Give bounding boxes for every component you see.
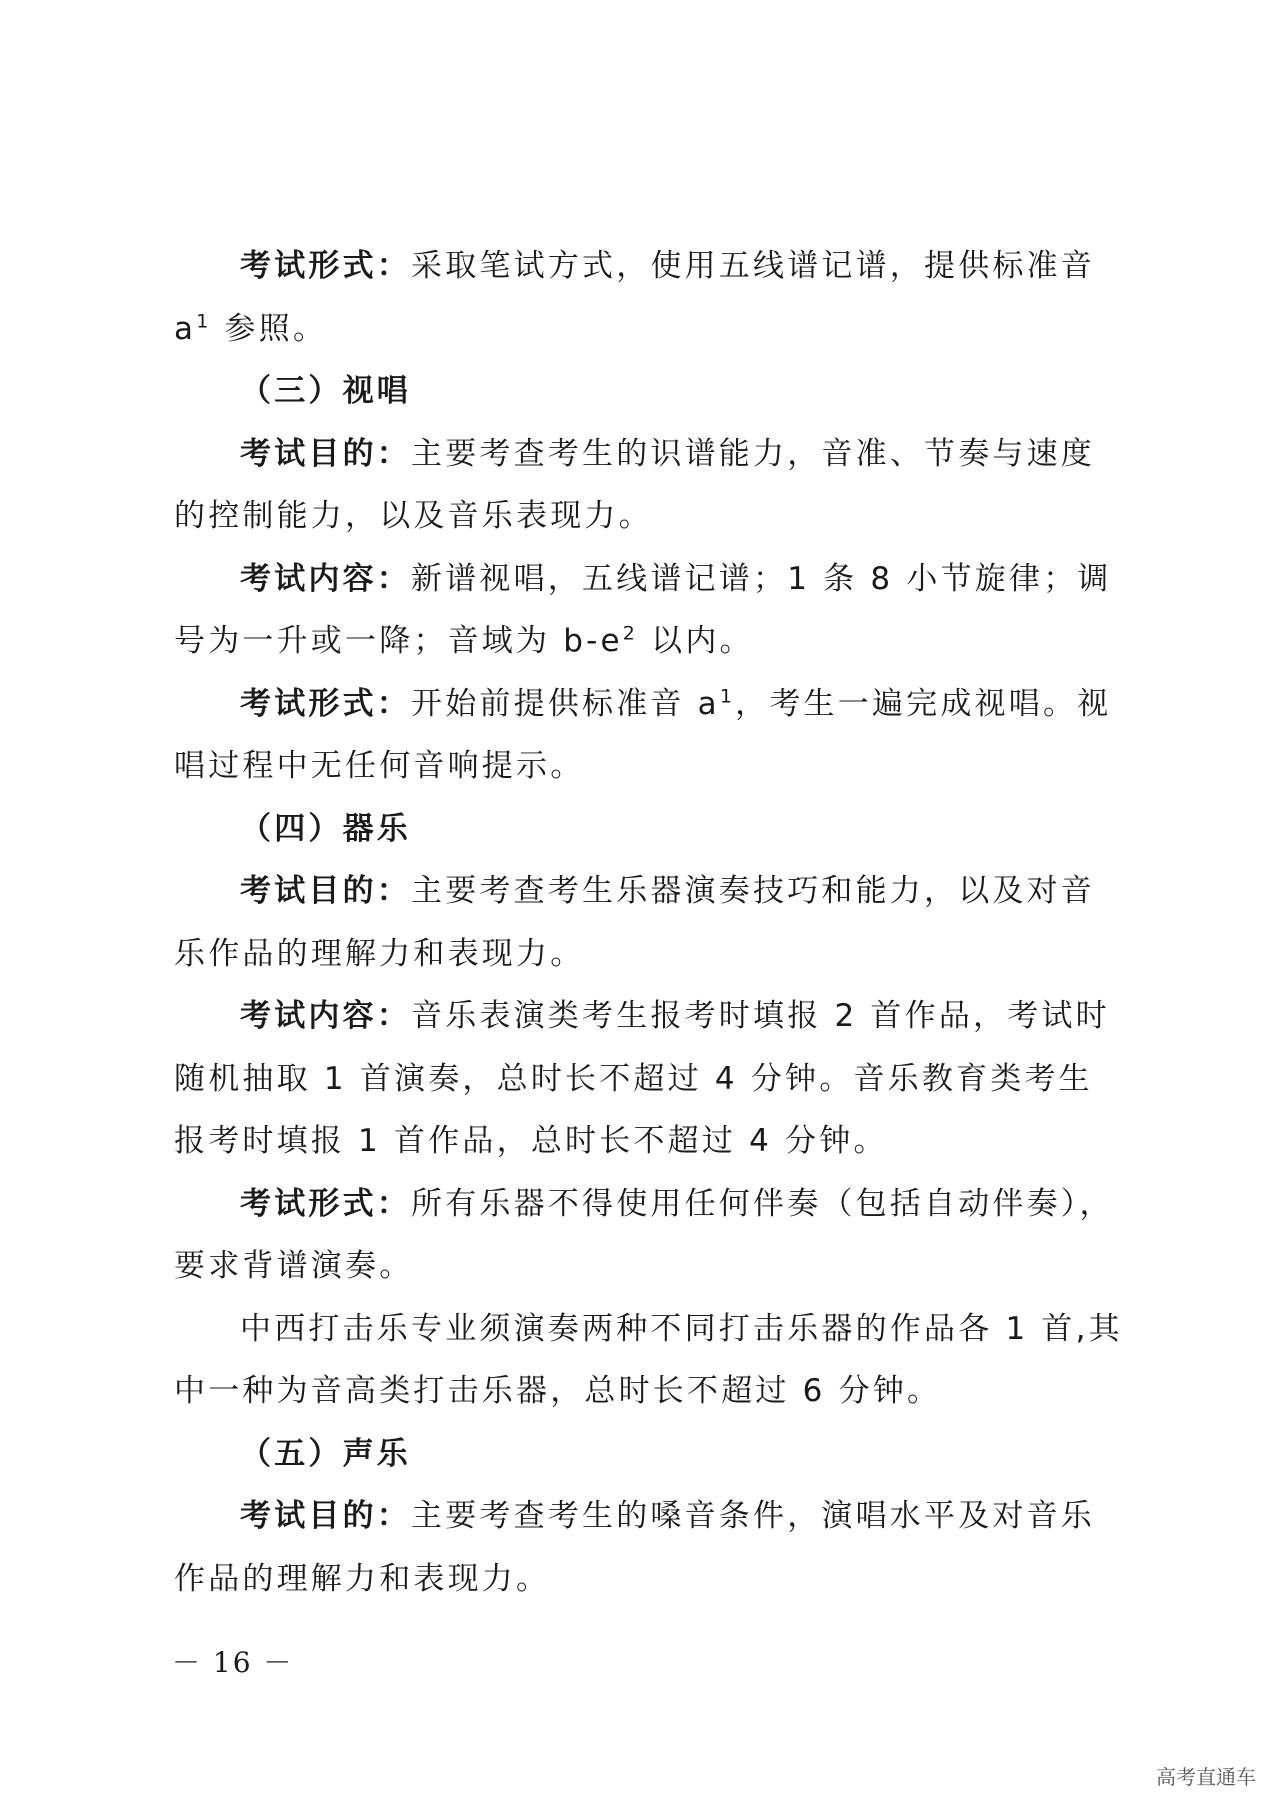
label-exam-content: 考试内容： [240, 560, 411, 597]
label-exam-purpose: 考试目的： [240, 873, 411, 909]
label-exam-purpose: 考试目的： [240, 435, 411, 472]
paragraph-exam-format-2 [174, 673, 1124, 798]
text-exam-format-end: ，考生一遍完成视唱。视唱过程中无任何音响提示。 [174, 685, 1112, 784]
label-exam-purpose: 考试目的： [240, 1498, 411, 1534]
paragraph-exam-format-3 [174, 1173, 1124, 1298]
text-exam-format: 采取笔试方式，使用五线谱记谱，提供标准音 a [174, 248, 1095, 347]
watermark-text: 高考直通车 [1156, 1765, 1256, 1789]
label-exam-format: 考试形式： [240, 685, 411, 722]
paragraph-exam-purpose-2 [174, 860, 1124, 985]
paragraph-exam-purpose-1 [174, 423, 1124, 548]
section-heading-instrumental: （四）器乐 [240, 810, 411, 847]
label-exam-content: 考试内容： [240, 998, 411, 1034]
superscript: 1 [719, 685, 736, 708]
text-exam-format-end: 参照。 [211, 310, 328, 347]
paragraph-exam-content-2 [174, 985, 1124, 1173]
paragraph-percussion-note: 中西打击乐专业须演奏两种不同打击乐器的作品各 1 首,其中一种为音高类打击乐器，总时长不超过 6 分钟。 [174, 1310, 1123, 1409]
section-heading-sight-singing: （三）视唱 [240, 373, 411, 409]
text-exam-content-end: 以内。 [638, 623, 754, 659]
label-exam-format: 考试形式： [240, 1185, 411, 1222]
body-text [174, 235, 1124, 1610]
label-exam-format: 考试形式： [240, 248, 411, 284]
paragraph-exam-purpose-3 [174, 1485, 1124, 1610]
text-exam-purpose: 主要考查考生乐器演奏技巧和能力，以及对音乐作品的理解力和表现力。 [174, 873, 1095, 972]
text-exam-purpose: 主要考查考生的识谱能力，音准、节奏与速度的控制能力，以及音乐表现力。 [174, 435, 1095, 534]
text-exam-format: 所有乐器不得使用任何伴奏（包括自动伴奏），要求背谱演奏。 [174, 1185, 1114, 1284]
text-exam-content: 新谱视唱，五线谱记谱；1 条 8 小节旋律；调号为一升或一降；音域为 b-e [174, 560, 1112, 659]
page-number: － 16 － [172, 1646, 294, 1679]
text-exam-format: 开始前提供标准音 a [411, 685, 720, 722]
superscript: 1 [196, 310, 212, 333]
section-heading-vocal: （五）声乐 [240, 1435, 411, 1472]
superscript: 2 [622, 622, 639, 645]
text-exam-content: 音乐表演类考生报考时填报 2 首作品，考试时随机抽取 1 首演奏，总时长不超过 4 分钟。音乐教育类考生报考时填报 1 首作品，总时长不超过 4 分钟。 [174, 998, 1110, 1159]
text-exam-purpose: 主要考查考生的嗓音条件，演唱水平及对音乐作品的理解力和表现力。 [174, 1498, 1095, 1597]
paragraph-exam-content-1 [174, 548, 1124, 673]
paragraph-exam-format-1 [174, 235, 1124, 360]
